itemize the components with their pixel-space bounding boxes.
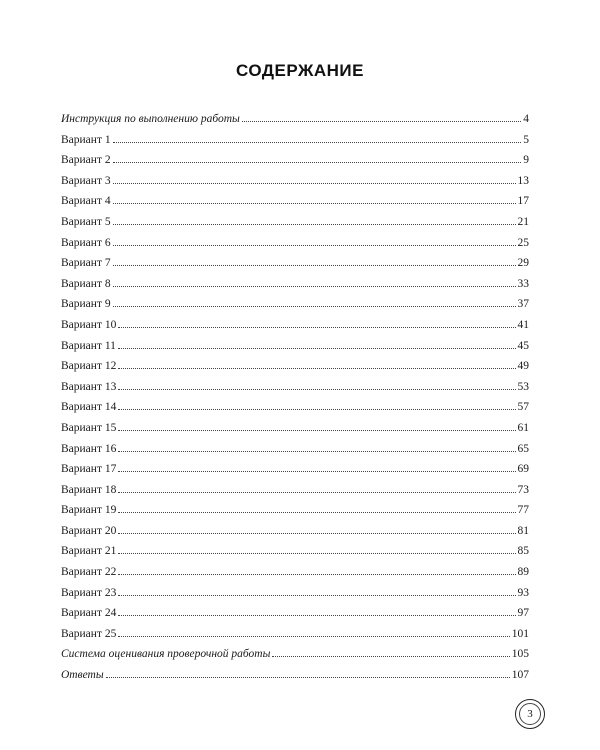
toc-entry[interactable] [61, 603, 529, 624]
toc-entry-label: Вариант 14 [61, 401, 117, 414]
dot-leader [106, 676, 510, 678]
toc-entry[interactable] [61, 480, 529, 501]
page-number-badge [515, 699, 545, 729]
toc-entry-page: 61 [517, 421, 529, 434]
toc-entry-label: Вариант 5 [61, 215, 111, 228]
toc-entry[interactable] [61, 562, 529, 583]
toc-entry[interactable] [61, 150, 529, 171]
toc-entry[interactable] [61, 315, 529, 336]
toc-entry-label: Вариант 21 [61, 545, 117, 558]
toc-entry-label: Вариант 12 [61, 360, 117, 373]
dot-leader [118, 347, 516, 349]
toc-entry[interactable] [61, 294, 529, 315]
toc-entry-label: Вариант 4 [61, 195, 111, 208]
dot-leader [118, 635, 509, 637]
toc-entry-page: 105 [511, 648, 529, 661]
toc-entry-page: 81 [517, 524, 529, 537]
toc-entry-label: Вариант 6 [61, 236, 111, 249]
toc-entry[interactable] [61, 212, 529, 233]
toc-entry-label: Вариант 25 [61, 627, 117, 640]
toc-entry-label: Вариант 18 [61, 483, 117, 496]
toc-entry[interactable] [61, 397, 529, 418]
toc-entry[interactable] [61, 665, 529, 686]
toc-entry[interactable] [61, 377, 529, 398]
dot-leader [113, 223, 516, 225]
dot-leader [113, 202, 516, 204]
toc-entry-label: Вариант 2 [61, 154, 111, 167]
toc-entry[interactable] [61, 274, 529, 295]
toc-entry[interactable] [61, 541, 529, 562]
toc-entry[interactable] [61, 500, 529, 521]
toc-entry-page: 25 [517, 236, 529, 249]
dot-leader [113, 244, 516, 246]
toc-entry-label: Вариант 16 [61, 442, 117, 455]
toc-entry[interactable] [61, 171, 529, 192]
toc-entry-page: 89 [517, 566, 529, 579]
toc-entry-label: Вариант 24 [61, 607, 117, 620]
toc-entry[interactable] [61, 459, 529, 480]
toc-entry[interactable] [61, 583, 529, 604]
toc-entry[interactable] [61, 109, 529, 130]
dot-leader [118, 367, 515, 369]
dot-leader [113, 285, 516, 287]
toc-entry-page: 73 [517, 483, 529, 496]
toc-entry[interactable] [61, 521, 529, 542]
toc-entry-page: 45 [517, 339, 529, 352]
toc-entry[interactable] [61, 253, 529, 274]
toc-entry-page: 5 [523, 133, 529, 146]
toc-entry-label: Вариант 9 [61, 298, 111, 311]
toc-entry-page: 101 [511, 627, 529, 640]
toc-entry-label: Вариант 13 [61, 380, 117, 393]
toc-entry-label: Инструкция по выполнению работы [61, 113, 240, 125]
toc-entry-label: Вариант 8 [61, 277, 111, 290]
toc-entry-label: Вариант 11 [61, 339, 116, 352]
page-title: СОДЕРЖАНИЕ [236, 61, 364, 81]
toc-entry-page: 107 [511, 669, 529, 682]
toc-entry-label: Вариант 23 [61, 586, 117, 599]
dot-leader [118, 594, 515, 596]
dot-leader [118, 552, 515, 554]
toc-entry-label: Вариант 7 [61, 257, 111, 270]
toc-entry-label: Вариант 15 [61, 421, 117, 434]
toc-entry[interactable] [61, 336, 529, 357]
toc-entry-page: 29 [517, 257, 529, 270]
dot-leader [242, 120, 521, 122]
toc-entry-label: Вариант 22 [61, 566, 117, 579]
dot-leader [113, 141, 522, 143]
table-of-contents [61, 109, 529, 686]
toc-entry-label: Система оценивания проверочной работы [61, 648, 271, 661]
toc-entry[interactable] [61, 130, 529, 151]
toc-entry-page: 49 [517, 360, 529, 373]
toc-entry-page: 33 [517, 277, 529, 290]
toc-entry[interactable] [61, 418, 529, 439]
dot-leader [118, 532, 515, 534]
toc-entry-page: 85 [517, 545, 529, 558]
toc-entry[interactable] [61, 191, 529, 212]
toc-entry-page: 4 [523, 113, 529, 125]
dot-leader [118, 429, 515, 431]
toc-entry-label: Вариант 19 [61, 504, 117, 517]
toc-entry-page: 69 [517, 463, 529, 476]
toc-entry-page: 9 [523, 154, 529, 167]
dot-leader [113, 264, 516, 266]
toc-entry-page: 21 [517, 215, 529, 228]
toc-entry[interactable] [61, 233, 529, 254]
dot-leader [118, 408, 515, 410]
toc-entry-label: Вариант 17 [61, 463, 117, 476]
toc-entry[interactable] [61, 644, 529, 665]
toc-entry-label: Вариант 10 [61, 318, 117, 331]
dot-leader [118, 450, 515, 452]
toc-entry[interactable] [61, 356, 529, 377]
toc-entry-page: 17 [517, 195, 529, 208]
toc-entry-page: 53 [517, 380, 529, 393]
toc-entry-label: Ответы [61, 669, 104, 682]
toc-entry-page: 77 [517, 504, 529, 517]
dot-leader [113, 161, 522, 163]
page-number: 3 [519, 703, 541, 725]
dot-leader [113, 305, 516, 307]
dot-leader [118, 326, 515, 328]
toc-entry-page: 37 [517, 298, 529, 311]
dot-leader [118, 511, 515, 513]
toc-entry[interactable] [61, 624, 529, 645]
dot-leader [118, 470, 515, 472]
toc-entry-page: 65 [517, 442, 529, 455]
toc-entry-label: Вариант 3 [61, 174, 111, 187]
toc-entry-label: Вариант 1 [61, 133, 111, 146]
dot-leader [272, 655, 509, 657]
dot-leader [118, 388, 515, 390]
toc-entry-page: 41 [517, 318, 529, 331]
toc-entry-page: 93 [517, 586, 529, 599]
toc-entry[interactable] [61, 439, 529, 460]
toc-entry-page: 97 [517, 607, 529, 620]
toc-entry-label: Вариант 20 [61, 524, 117, 537]
dot-leader [113, 182, 516, 184]
toc-entry-page: 13 [517, 174, 529, 187]
toc-entry-page: 57 [517, 401, 529, 414]
dot-leader [118, 491, 515, 493]
dot-leader [118, 614, 515, 616]
dot-leader [118, 573, 515, 575]
